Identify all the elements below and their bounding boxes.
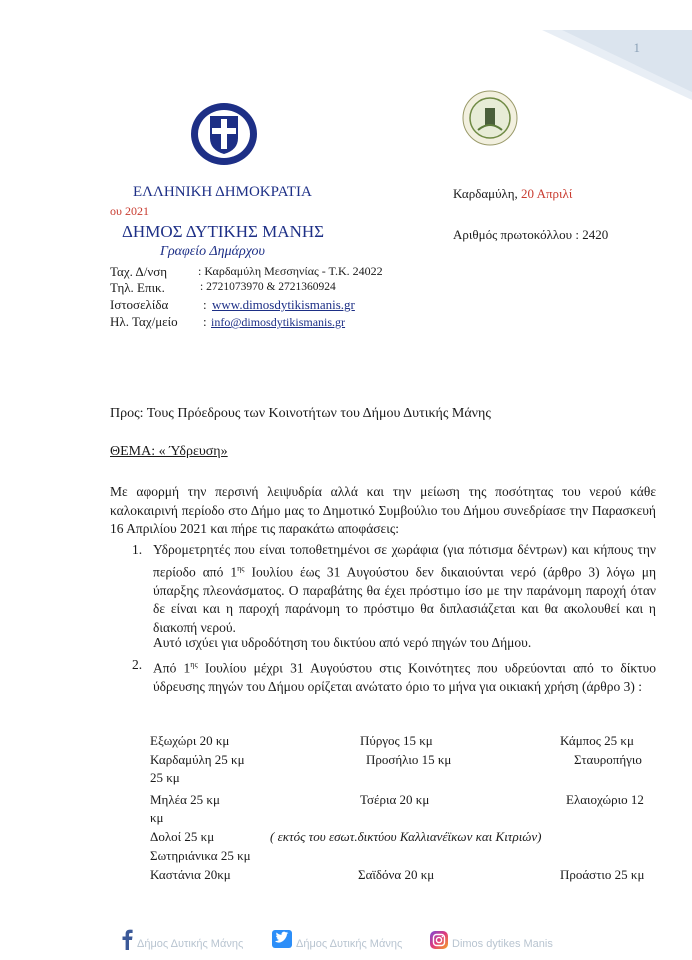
quota-kardamyli: Καρδαμύλη 25 κμ: [150, 752, 245, 767]
quota-stavropigio: Σταυροπήγιο: [574, 752, 642, 767]
quota-milea: Μηλέα 25 κμ: [150, 792, 220, 807]
footer-facebook-text: Δήμος Δυτικής Μάνης: [137, 938, 244, 950]
quota-doloi: Δολοί 25 κμ: [150, 829, 215, 844]
item-1-number: 1.: [132, 542, 143, 557]
recipients-line: Προς: Τους Πρόεδρους των Κοινοτήτων του Δήμου Δυτικής Μάνης: [110, 406, 491, 421]
quota-pyrgos: Πύργος 15 κμ: [360, 733, 433, 748]
email-link[interactable]: info@dimosdytikismanis.gr: [211, 315, 346, 329]
item-2-text: [153, 656, 656, 697]
facebook-icon: [120, 928, 134, 955]
municipal-seal-icon: [462, 90, 518, 146]
place-label: Καρδαμύλη,: [453, 186, 518, 201]
item-1-note: Αυτό ισχύει για υδροδότηση του δικτύου από νερό πηγών του Δήμου.: [153, 635, 532, 650]
item-1-text-a: Υδρομετρητές που είναι τοποθετημένοι σε χωράφια (για πότισμα δέντρων) και κήπους την περίοδο από 1: [153, 542, 656, 579]
quota-prosilio: Προσήλιο 15 κμ: [366, 752, 452, 767]
item-2-text-b: Ιουλίου μέχρι 31 Αυγούστου στις Κοινότητες που υδρεύονται από το δίκτυο ύδρευσης πηγών του Δήμου ορίζεται ανώτατο όριο το μήνα για οικιακή χρήση (άρθρο 3) :: [153, 660, 656, 694]
quota-saidona: Σαϊδόνα 20 κμ: [358, 867, 435, 882]
website-link[interactable]: www.dimosdytikismanis.gr: [212, 297, 355, 312]
contact-phone-label: Τηλ. Επικ.: [110, 280, 165, 295]
quota-doloi-note: ( εκτός του εσωτ.δικτύου Καλλιανέϊκων και Κιτριών): [270, 829, 542, 844]
instagram-icon: [430, 931, 448, 949]
quota-sotirianika: Σωτηριάνικα 25 κμ: [150, 848, 251, 863]
item-2-text-a: Από 1: [153, 660, 191, 676]
quota-stavropigio-value: 25 κμ: [150, 770, 180, 785]
place-date: [453, 186, 572, 202]
contact-email-sep: :: [203, 314, 207, 329]
quota-tseria: Τσέρια 20 κμ: [360, 792, 430, 807]
contact-email-label: Ηλ. Ταχ/μείο: [110, 314, 178, 329]
office-heading: Γραφείο Δημάρχου: [160, 244, 265, 259]
quota-kastania: Καστάνια 20κμ: [150, 867, 231, 882]
item-2-sup: ης: [190, 660, 198, 669]
page-number: 1: [633, 40, 640, 55]
footer-twitter-text: Δήμος Δυτικής Μάνης: [296, 938, 403, 950]
item-1-sup: ης: [237, 563, 245, 573]
quota-proastio: Προάστιο 25 κμ: [560, 867, 645, 882]
contact-website-label: Ιστοσελίδα: [110, 297, 169, 312]
quota-elaiochorio-unit: κμ: [150, 810, 164, 825]
intro-paragraph: Με αφορμή την περσινή λειψυδρία αλλά και την μείωση της ποσότητας του νερού κάθε καλοκαιρινή περίοδο στο Δήμο μας το Δημοτικό Συμβούλιο του Δήμου συνεδρίασε την Παρασκευή 16 Απριλίου 2021 και πήρε τις παρακάτω αποφάσεις:: [110, 484, 656, 536]
contact-phone-value: : 2721073970 & 2721360924: [200, 281, 336, 293]
contact-address-label: Ταχ. Δ/νση: [110, 264, 168, 279]
twitter-icon: [272, 930, 292, 948]
date-part2: ου 2021: [110, 204, 149, 218]
quota-kampos: Κάμπος 25 κμ: [560, 733, 634, 748]
item-1-text-b: Ιουλίου έως 31 Αυγούστου δεν δικαιούνται νερό (άρθρο 3) λόγω μη ύπαρξης πλεονάσματος. Ο παραβάτης θα έχει πρόστιμο ίσο με την παράνομη παροχή όταν δε είναι και η παροχή παράνομη το πρόστιμο θα διπλασιάζεται και θα ακολουθεί και η διακοπή νερού.: [153, 564, 657, 635]
subject-line: ΘΕΜΑ: « Ύδρευση»: [110, 444, 228, 459]
item-1-text: [153, 541, 656, 637]
date-part1: 20 Απριλί: [521, 186, 573, 201]
protocol-number: Αριθμός πρωτοκόλλου : 2420: [453, 227, 609, 242]
quota-exochori: Εξωχώρι 20 κμ: [150, 733, 230, 748]
item-2-number: 2.: [132, 657, 143, 672]
greek-coat-of-arms-icon: [190, 100, 258, 168]
page-corner-decoration: [542, 30, 692, 100]
republic-heading: ΕΛΛΗΝΙΚΗ ΔΗΜΟΚΡΑΤΙΑ: [133, 184, 312, 200]
municipality-heading: ΔΗΜΟΣ ΔΥΤΙΚΗΣ ΜΑΝΗΣ: [122, 222, 325, 241]
quota-elaiochorio: Ελαιοχώριο 12: [566, 792, 644, 807]
contact-address-value: : Καρδαμύλη Μεσσηνίας - Τ.Κ. 24022: [198, 264, 383, 278]
contact-website-sep: :: [203, 297, 207, 312]
footer-instagram-text: Dimos dytikes Manis: [452, 938, 553, 950]
